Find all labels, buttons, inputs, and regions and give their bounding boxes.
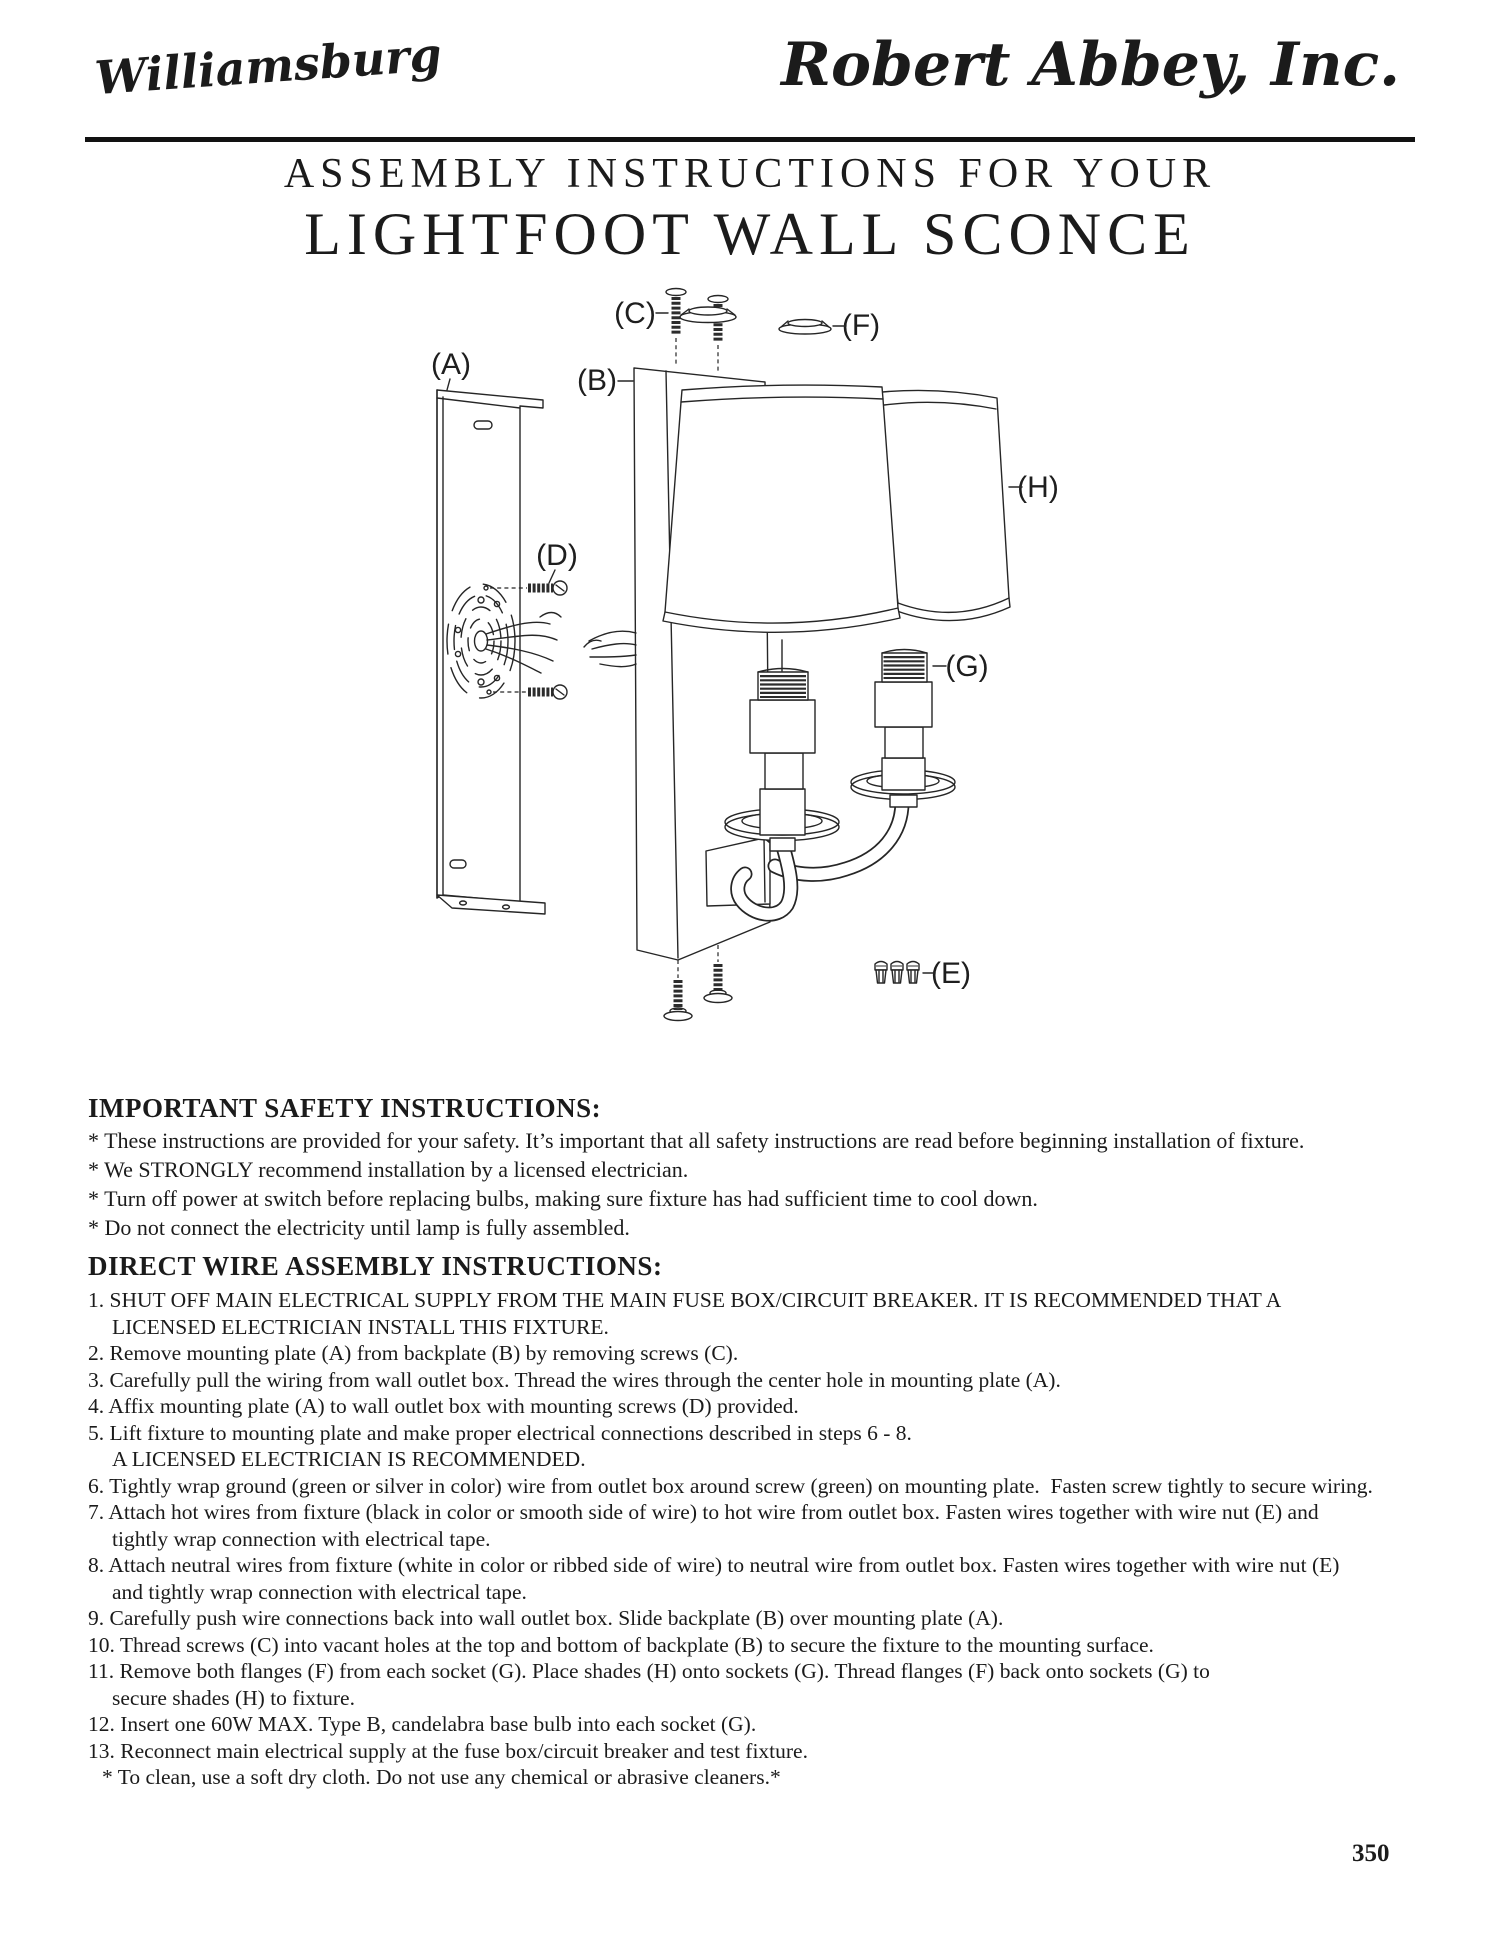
safety-heading: IMPORTANT SAFETY INSTRUCTIONS: bbox=[88, 1093, 602, 1123]
assembly-step-line: 13. Reconnect main electrical supply at the fuse box/circuit breaker and test fixture. bbox=[88, 1738, 808, 1763]
assembly-step-line: 4. Affix mounting plate (A) to wall outlet box with mounting screws (D) provided. bbox=[88, 1394, 799, 1418]
diagram-label-h: (H) bbox=[1017, 471, 1059, 504]
safety-item: * Do not connect the electricity until lamp is fully assembled. bbox=[88, 1215, 630, 1240]
williamsburg-logo: Williamsburg bbox=[93, 27, 444, 106]
assembly-step-line: 8. Attach neutral wires from fixture (white in color or ribbed side of wire) to neutral wire from outlet box. Fasten wires together with wire nut (E) bbox=[88, 1553, 1340, 1577]
assembly-heading: DIRECT WIRE ASSEMBLY INSTRUCTIONS: bbox=[88, 1251, 663, 1281]
diagram-label-g: (G) bbox=[945, 650, 989, 683]
assembly-step-line: LICENSED ELECTRICIAN INSTALL THIS FIXTURE. bbox=[112, 1314, 609, 1339]
diagram-label-d: (D) bbox=[536, 539, 578, 572]
assembly-step-line: 3. Carefully pull the wiring from wall outlet box. Thread the wires through the center hole in mounting plate (A). bbox=[88, 1367, 1061, 1392]
assembly-step-line: 1. SHUT OFF MAIN ELECTRICAL SUPPLY FROM THE MAIN FUSE BOX/CIRCUIT BREAKER. IT IS RECOMMENDED THAT A bbox=[88, 1288, 1282, 1312]
assembly-step-line: 5. Lift fixture to mounting plate and make proper electrical connections described in steps 6 - 8. bbox=[88, 1420, 912, 1445]
safety-item: * These instructions are provided for your safety. It’s important that all safety instructions are read before beginning installation of fixture. bbox=[88, 1128, 1305, 1153]
assembly-section bbox=[88, 1251, 1448, 1791]
diagram-label-b: (B) bbox=[577, 364, 617, 397]
page-number: 350 bbox=[1352, 1840, 1390, 1867]
backplate-wires bbox=[584, 631, 636, 666]
assembly-step-line: and tightly wrap connection with electrical tape. bbox=[112, 1579, 527, 1604]
exploded-view-drawing bbox=[420, 272, 1110, 1052]
mounting-plate bbox=[437, 390, 561, 914]
assembly-step-line: * To clean, use a soft dry cloth. Do not use any chemical or abrasive cleaners.* bbox=[102, 1765, 781, 1789]
diagram-label-a: (A) bbox=[431, 348, 471, 381]
diagram-label-e: (E) bbox=[931, 957, 971, 990]
flange-discs bbox=[680, 307, 831, 334]
wire-nuts bbox=[875, 962, 919, 984]
header-divider bbox=[85, 137, 1415, 142]
assembly-step-line: 11. Remove both flanges (F) from each socket (G). Place shades (H) onto sockets (G). Thread flanges (F) back onto sockets (G) to bbox=[88, 1659, 1210, 1683]
backplate-screws-c bbox=[666, 289, 728, 373]
assembly-step-line: 12. Insert one 60W MAX. Type B, candelabra base bulb into each socket (G). bbox=[88, 1712, 757, 1736]
assembly-step-line: 10. Thread screws (C) into vacant holes at the top and bottom of backplate (B) to secure the fixture to the mounting surface. bbox=[88, 1632, 1154, 1657]
socket-right bbox=[851, 650, 955, 808]
assembly-step-line: 7. Attach hot wires from fixture (black in color or smooth side of wire) to hot wire from outlet box. Fasten wires together with wire nut (E) and bbox=[88, 1500, 1319, 1524]
assembly-step-line: 2. Remove mounting plate (A) from backplate (B) by removing screws (C). bbox=[88, 1341, 739, 1365]
assembly-step-line: tightly wrap connection with electrical tape. bbox=[112, 1526, 491, 1551]
assembly-steps bbox=[88, 1287, 1448, 1791]
page-title-line-2: LIGHTFOOT WALL SCONCE bbox=[304, 201, 1196, 267]
assembly-step-line: secure shades (H) to fixture. bbox=[112, 1685, 355, 1710]
assembly-step-line: 9. Carefully push wire connections back into wall outlet box. Slide backplate (B) over mounting plate (A). bbox=[88, 1606, 1004, 1630]
page-title-line-1: ASSEMBLY INSTRUCTIONS FOR YOUR bbox=[283, 151, 1217, 197]
safety-section bbox=[88, 1093, 1448, 1242]
assembly-step-line: 6. Tightly wrap ground (green or silver in color) wire from outlet box around screw (green) on mounting plate. Fasten screw tightly to secure wiring. bbox=[88, 1473, 1373, 1498]
assembly-step-line: A LICENSED ELECTRICIAN IS RECOMMENDED. bbox=[112, 1447, 586, 1471]
diagram-label-f: (F) bbox=[841, 309, 881, 342]
safety-items bbox=[88, 1126, 1448, 1242]
diagram-label-c: (C) bbox=[614, 297, 656, 330]
assembly-diagram bbox=[420, 272, 1110, 1052]
robert-abbey-logo: Robert Abbey, Inc. bbox=[781, 30, 1400, 100]
safety-item: * Turn off power at switch before replacing bulbs, making sure fixture has had sufficient time to cool down. bbox=[88, 1186, 1038, 1211]
safety-item: * We STRONGLY recommend installation by a licensed electrician. bbox=[88, 1157, 689, 1182]
